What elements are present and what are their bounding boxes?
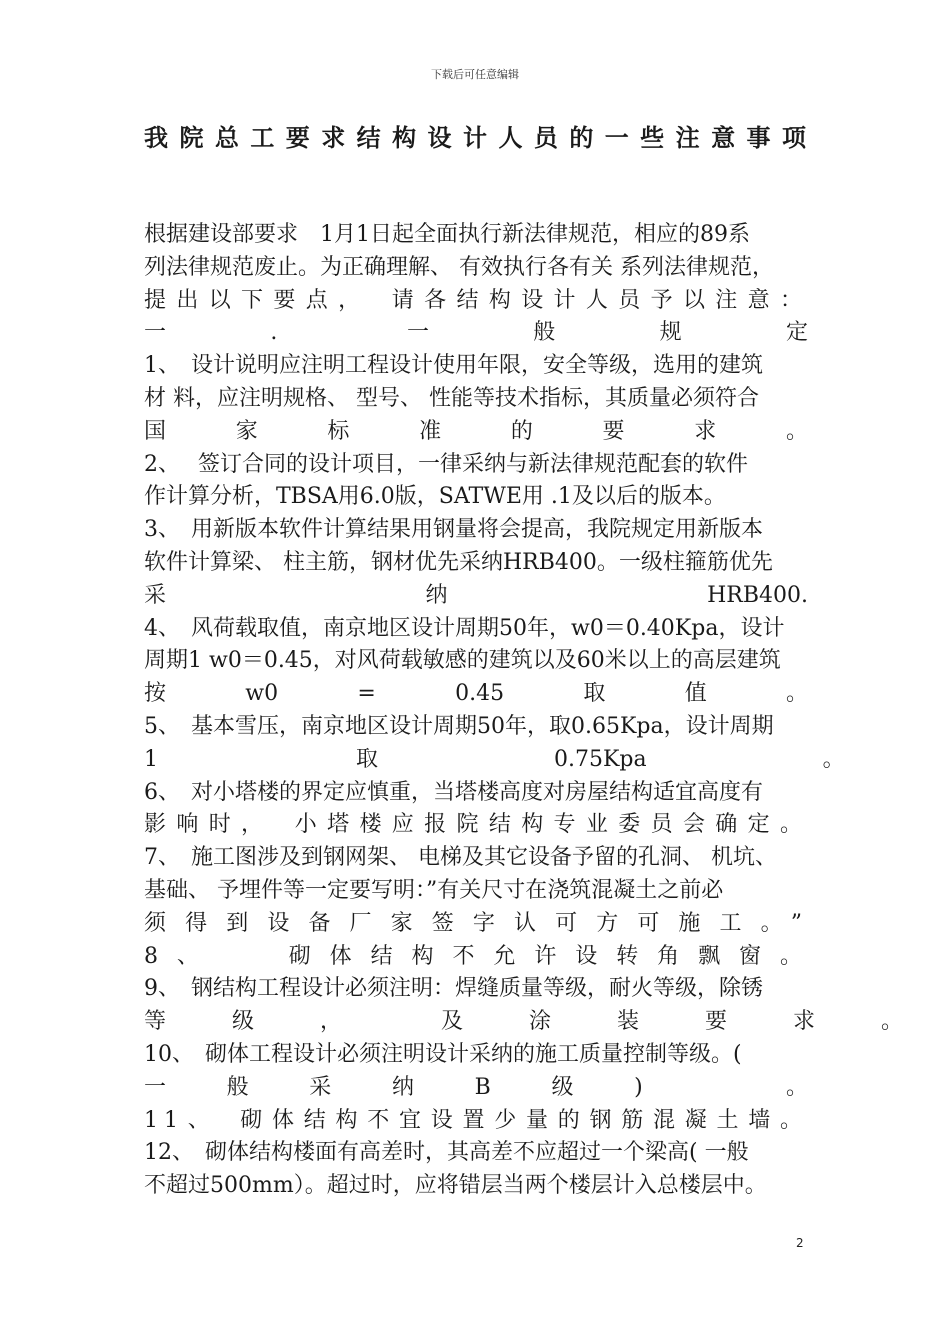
text-line: 影响时， 小塔楼应报院结构专业委员会确定。	[144, 812, 808, 838]
text-line: 9、 钢结构工程设计必须注明：焊缝质量等级，耐火等级，除锈	[144, 976, 763, 1002]
text-line: 不超过500mm）。超过时，应将错层当两个楼层计入总楼层中。	[144, 1173, 767, 1199]
text-line: 按 w0 = 0.45 取 值 。	[144, 681, 808, 707]
text-line: 材 料，应注明规格、 型号、 性能等技术指标，其质量必须符合	[144, 385, 759, 411]
text-line: 6、 对小塔楼的界定应慎重，当塔楼高度对房屋结构适宜高度有	[144, 779, 763, 805]
text-line: 软件计算梁、 柱主筋，钢材优先采纳HRB400。一级柱箍筋优先	[144, 549, 773, 575]
text-line: 等 级 ， 及 涂 装 要 求 。	[144, 1009, 904, 1035]
text-line: 一 般 采 纳 B 级 ) 。	[144, 1074, 808, 1100]
header-note: 下载后可任意编辑	[431, 68, 519, 81]
section-heading: 一 . 一 般 规 定	[144, 320, 808, 346]
text-line: 7、 施工图涉及到钢网架、 电梯及其它设备予留的孔洞、 机坑、	[144, 845, 777, 871]
text-line: 3、 用新版本软件计算结果用钢量将会提高，我院规定用新版本	[144, 517, 763, 543]
text-line: 5、 基本雪压，南京地区设计周期50年，取0.65Kpa，设计周期	[144, 713, 774, 739]
text-line: 国 家 标 准 的 要 求 。	[144, 418, 808, 444]
text-line: 11、 砌体结构不宜设置少量的钢筋混凝土墙。	[144, 1107, 808, 1133]
text-line: 采 纳 HRB400.	[144, 582, 808, 608]
text-line: 1 取 0.75Kpa 。	[144, 746, 845, 772]
text-line: 12、 砌体结构楼面有高差时，其高差不应超过一个梁高( 一般	[144, 1140, 749, 1166]
page-title: 我院总工要求结构设计人员的一些注意事项	[144, 124, 808, 152]
text-line: 根据建设部要求 1月1日起全面执行新法律规范，相应的89系	[144, 222, 750, 247]
text-line: 10、 砌体工程设计必须注明设计采纳的施工质量控制等级。(	[144, 1041, 742, 1067]
text-line: 基础、 予埋件等一定要写明：”有关尺寸在浇筑混凝土之前必	[144, 877, 724, 903]
text-line: 列法律规范废止。为正确理解、 有效执行各有关 系列法律规范，	[144, 254, 774, 280]
text-line: 须得到设备厂家签字认可方可施工。”	[144, 910, 808, 936]
text-line: 周期1 w0＝0.45，对风荷载敏感的建筑以及60米以上的高层建筑	[144, 648, 781, 674]
text-line: 4、 风荷载取值，南京地区设计周期50年，w0＝0.40Kpa，设计	[144, 615, 785, 641]
text-line: 1、 设计说明应注明工程设计使用年限，安全等级，选用的建筑	[144, 353, 763, 379]
body-text	[144, 219, 904, 1203]
text-line: 8、 砌体结构不允许设转角飘窗。	[144, 943, 808, 969]
text-line: 2、 签订合同的设计项目，一律采纳与新法律规范配套的软件	[144, 451, 748, 477]
text-line: 作计算分析，TBSA用6.0版，SATWE用 .1及以后的版本。	[144, 484, 726, 510]
text-line: 提出以下要点， 请各结构设计人员予以注意：	[144, 287, 808, 313]
page-number: 2	[796, 1236, 804, 1250]
